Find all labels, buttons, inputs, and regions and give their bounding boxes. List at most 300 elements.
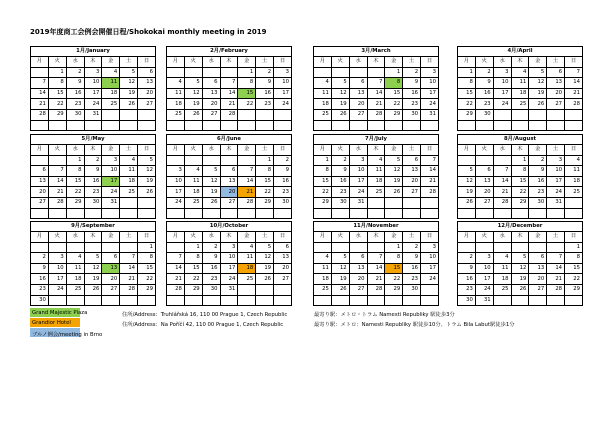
- empty-cell: [511, 120, 529, 131]
- day-cell: 26: [331, 284, 349, 295]
- weekday-header: 火: [331, 232, 349, 243]
- month-title: 12月/December: [458, 222, 583, 232]
- day-cell: 14: [421, 166, 439, 177]
- day-cell: 22: [458, 99, 476, 110]
- day-cell: 1: [565, 242, 583, 253]
- empty-cell: [120, 109, 138, 120]
- weekday-header: 金: [529, 57, 547, 68]
- day-cell: 27: [274, 274, 292, 285]
- day-cell: 13: [31, 176, 49, 187]
- month-calendar: [166, 134, 292, 219]
- day-cell: 4: [565, 155, 583, 166]
- empty-cell: [202, 208, 220, 219]
- day-cell: 30: [529, 197, 547, 208]
- day-cell: 1: [238, 67, 256, 78]
- day-cell: 21: [421, 176, 439, 187]
- day-cell: 18: [314, 99, 332, 110]
- day-cell: 20: [349, 274, 367, 285]
- weekday-header: 日: [138, 145, 156, 156]
- weekday-header: 土: [256, 232, 274, 243]
- day-cell: 4: [238, 242, 256, 253]
- empty-cell: [120, 208, 138, 219]
- day-cell: 28: [493, 197, 511, 208]
- empty-cell: [31, 67, 49, 78]
- weekday-header: 水: [493, 232, 511, 243]
- weekday-header: 木: [84, 232, 102, 243]
- month-calendar: [313, 46, 439, 131]
- day-cell: 1: [385, 67, 403, 78]
- day-cell: 19: [529, 88, 547, 99]
- month-calendar: [30, 134, 156, 219]
- day-cell: 10: [167, 176, 185, 187]
- empty-cell: [256, 109, 274, 120]
- day-cell: 17: [349, 176, 367, 187]
- day-cell: 21: [367, 99, 385, 110]
- day-cell: 26: [184, 109, 202, 120]
- day-cell: 25: [493, 284, 511, 295]
- empty-cell: [220, 155, 238, 166]
- empty-cell: [421, 197, 439, 208]
- day-cell: 12: [458, 176, 476, 187]
- empty-cell: [120, 197, 138, 208]
- weekday-header: 日: [138, 57, 156, 68]
- day-cell: 3: [167, 166, 185, 177]
- day-cell: 20: [138, 88, 156, 99]
- weekday-header: 金: [102, 232, 120, 243]
- day-cell: 2: [475, 67, 493, 78]
- day-cell: 7: [48, 166, 66, 177]
- empty-cell: [367, 295, 385, 306]
- day-cell: 6: [138, 67, 156, 78]
- day-cell: 8: [314, 166, 332, 177]
- day-cell: 25: [367, 187, 385, 198]
- day-cell: 1: [256, 155, 274, 166]
- day-cell: 8: [458, 78, 476, 89]
- day-cell: 16: [403, 88, 421, 99]
- day-cell: 1: [184, 242, 202, 253]
- legend-venue-access: 最寄り駅：メトロ：Namesti Republiky 駅徒歩10分、トラム Bila Labut駅徒歩1分: [314, 322, 515, 328]
- day-cell: 11: [565, 166, 583, 177]
- day-cell: 12: [256, 253, 274, 264]
- day-cell: 23: [256, 99, 274, 110]
- meeting-day-cell: 15: [385, 263, 403, 274]
- month-title: 7月/July: [314, 135, 439, 145]
- day-cell: 20: [274, 263, 292, 274]
- empty-cell: [167, 208, 185, 219]
- day-cell: 31: [102, 197, 120, 208]
- empty-cell: [220, 120, 238, 131]
- day-cell: 21: [167, 274, 185, 285]
- weekday-header: 水: [202, 145, 220, 156]
- day-cell: 16: [31, 274, 49, 285]
- day-cell: 27: [547, 99, 565, 110]
- day-cell: 15: [66, 176, 84, 187]
- weekday-header: 金: [238, 145, 256, 156]
- weekday-header: 火: [331, 145, 349, 156]
- day-cell: 31: [84, 109, 102, 120]
- day-cell: 22: [314, 187, 332, 198]
- empty-cell: [565, 120, 583, 131]
- day-cell: 22: [66, 187, 84, 198]
- weekday-header: 金: [385, 57, 403, 68]
- weekday-header: 日: [421, 145, 439, 156]
- day-cell: 1: [511, 155, 529, 166]
- empty-cell: [48, 155, 66, 166]
- day-cell: 29: [138, 284, 156, 295]
- day-cell: 9: [475, 78, 493, 89]
- empty-cell: [31, 155, 49, 166]
- day-cell: 23: [66, 99, 84, 110]
- empty-cell: [202, 295, 220, 306]
- month-calendar: [166, 221, 292, 306]
- day-cell: 20: [547, 88, 565, 99]
- empty-cell: [403, 197, 421, 208]
- day-cell: 7: [367, 78, 385, 89]
- day-cell: 30: [202, 284, 220, 295]
- day-cell: 7: [421, 155, 439, 166]
- empty-cell: [138, 295, 156, 306]
- empty-cell: [565, 208, 583, 219]
- day-cell: 26: [458, 197, 476, 208]
- day-cell: 6: [403, 155, 421, 166]
- weekday-header: 日: [274, 57, 292, 68]
- day-cell: 24: [547, 187, 565, 198]
- weekday-header: 金: [385, 232, 403, 243]
- month-calendar: [30, 46, 156, 131]
- day-cell: 10: [349, 166, 367, 177]
- day-cell: 22: [385, 274, 403, 285]
- day-cell: 2: [458, 253, 476, 264]
- day-cell: 7: [547, 253, 565, 264]
- empty-cell: [256, 284, 274, 295]
- weekday-header: 木: [367, 232, 385, 243]
- day-cell: 24: [84, 99, 102, 110]
- empty-cell: [120, 295, 138, 306]
- day-cell: 24: [167, 197, 185, 208]
- empty-cell: [565, 197, 583, 208]
- empty-cell: [102, 109, 120, 120]
- day-cell: 29: [385, 109, 403, 120]
- day-cell: 15: [48, 88, 66, 99]
- weekday-header: 日: [274, 232, 292, 243]
- day-cell: 14: [120, 263, 138, 274]
- empty-cell: [66, 120, 84, 131]
- day-cell: 23: [475, 99, 493, 110]
- day-cell: 9: [403, 253, 421, 264]
- day-cell: 30: [331, 197, 349, 208]
- empty-cell: [475, 120, 493, 131]
- day-cell: 20: [102, 274, 120, 285]
- empty-cell: [220, 295, 238, 306]
- empty-cell: [238, 120, 256, 131]
- day-cell: 4: [184, 166, 202, 177]
- day-cell: 9: [403, 78, 421, 89]
- day-cell: 31: [475, 295, 493, 306]
- month-calendar: [313, 221, 439, 306]
- weekday-header: 日: [274, 145, 292, 156]
- day-cell: 18: [367, 176, 385, 187]
- empty-cell: [238, 284, 256, 295]
- day-cell: 31: [421, 109, 439, 120]
- empty-cell: [475, 155, 493, 166]
- empty-cell: [421, 284, 439, 295]
- empty-cell: [547, 120, 565, 131]
- day-cell: 11: [493, 263, 511, 274]
- empty-cell: [547, 109, 565, 120]
- weekday-header: 水: [202, 232, 220, 243]
- day-cell: 22: [184, 274, 202, 285]
- day-cell: 8: [238, 78, 256, 89]
- empty-cell: [184, 208, 202, 219]
- empty-cell: [421, 120, 439, 131]
- weekday-header: 木: [367, 145, 385, 156]
- day-cell: 27: [220, 197, 238, 208]
- day-cell: 6: [475, 166, 493, 177]
- day-cell: 13: [349, 88, 367, 99]
- day-cell: 10: [102, 166, 120, 177]
- meeting-day-cell: 11: [102, 78, 120, 89]
- empty-cell: [529, 295, 547, 306]
- day-cell: 24: [274, 99, 292, 110]
- month-title: 3月/March: [314, 47, 439, 57]
- day-cell: 7: [220, 78, 238, 89]
- day-cell: 16: [256, 88, 274, 99]
- day-cell: 26: [385, 187, 403, 198]
- weekday-header: 土: [403, 145, 421, 156]
- day-cell: 27: [31, 197, 49, 208]
- day-cell: 23: [84, 187, 102, 198]
- day-cell: 14: [48, 176, 66, 187]
- day-cell: 15: [138, 263, 156, 274]
- day-cell: 2: [31, 253, 49, 264]
- month-title: 5月/May: [31, 135, 156, 145]
- day-cell: 6: [202, 78, 220, 89]
- weekday-header: 水: [66, 145, 84, 156]
- day-cell: 17: [84, 88, 102, 99]
- day-cell: 28: [547, 284, 565, 295]
- day-cell: 17: [274, 88, 292, 99]
- day-cell: 29: [565, 284, 583, 295]
- day-cell: 29: [314, 197, 332, 208]
- empty-cell: [421, 295, 439, 306]
- day-cell: 2: [84, 155, 102, 166]
- day-cell: 14: [220, 88, 238, 99]
- empty-cell: [167, 155, 185, 166]
- empty-cell: [138, 208, 156, 219]
- day-cell: 27: [529, 284, 547, 295]
- day-cell: 10: [475, 263, 493, 274]
- day-cell: 23: [202, 274, 220, 285]
- empty-cell: [167, 120, 185, 131]
- day-cell: 23: [274, 187, 292, 198]
- day-cell: 13: [349, 263, 367, 274]
- weekday-header: 水: [66, 232, 84, 243]
- weekday-header: 木: [511, 145, 529, 156]
- day-cell: 20: [403, 176, 421, 187]
- day-cell: 30: [84, 197, 102, 208]
- meeting-day-cell: 18: [238, 263, 256, 274]
- day-cell: 23: [458, 284, 476, 295]
- day-cell: 13: [202, 88, 220, 99]
- weekday-header: 火: [184, 232, 202, 243]
- month-calendar: [457, 221, 583, 306]
- day-cell: 14: [31, 88, 49, 99]
- day-cell: 29: [511, 197, 529, 208]
- day-cell: 30: [403, 109, 421, 120]
- day-cell: 22: [256, 187, 274, 198]
- day-cell: 20: [202, 99, 220, 110]
- empty-cell: [102, 208, 120, 219]
- day-cell: 30: [274, 197, 292, 208]
- day-cell: 5: [331, 78, 349, 89]
- legend-venue-access: 最寄り駅：メトロ・トラム Namesti Republiky 駅徒歩3分: [314, 312, 455, 318]
- day-cell: 9: [458, 263, 476, 274]
- day-cell: 10: [421, 78, 439, 89]
- empty-cell: [84, 120, 102, 131]
- empty-cell: [120, 242, 138, 253]
- day-cell: 16: [84, 176, 102, 187]
- empty-cell: [331, 242, 349, 253]
- empty-cell: [48, 242, 66, 253]
- empty-cell: [403, 295, 421, 306]
- day-cell: 16: [66, 88, 84, 99]
- day-cell: 1: [314, 155, 332, 166]
- day-cell: 29: [385, 284, 403, 295]
- weekday-header: 月: [314, 57, 332, 68]
- day-cell: 16: [458, 274, 476, 285]
- day-cell: 12: [202, 176, 220, 187]
- day-cell: 14: [167, 263, 185, 274]
- weekday-header: 木: [84, 145, 102, 156]
- empty-cell: [385, 120, 403, 131]
- day-cell: 6: [547, 67, 565, 78]
- day-cell: 12: [511, 263, 529, 274]
- day-cell: 21: [367, 274, 385, 285]
- month-title: 10月/October: [167, 222, 292, 232]
- empty-cell: [511, 109, 529, 120]
- weekday-header: 金: [529, 145, 547, 156]
- weekday-header: 月: [458, 57, 476, 68]
- day-cell: 12: [385, 166, 403, 177]
- weekday-header: 火: [475, 57, 493, 68]
- day-cell: 23: [529, 187, 547, 198]
- day-cell: 21: [220, 99, 238, 110]
- day-cell: 6: [102, 253, 120, 264]
- empty-cell: [367, 208, 385, 219]
- day-cell: 7: [167, 253, 185, 264]
- day-cell: 22: [511, 187, 529, 198]
- weekday-header: 月: [314, 145, 332, 156]
- day-cell: 29: [66, 197, 84, 208]
- month-calendar: [457, 46, 583, 131]
- day-cell: 24: [493, 99, 511, 110]
- day-cell: 28: [565, 99, 583, 110]
- weekday-header: 木: [220, 145, 238, 156]
- weekday-header: 日: [138, 232, 156, 243]
- day-cell: 11: [367, 166, 385, 177]
- day-cell: 19: [331, 274, 349, 285]
- empty-cell: [31, 242, 49, 253]
- day-cell: 18: [314, 274, 332, 285]
- month-title: 4月/April: [458, 47, 583, 57]
- day-cell: 11: [66, 263, 84, 274]
- weekday-header: 火: [331, 57, 349, 68]
- empty-cell: [220, 208, 238, 219]
- day-cell: 8: [66, 166, 84, 177]
- weekday-header: 木: [511, 57, 529, 68]
- day-cell: 13: [403, 166, 421, 177]
- weekday-header: 月: [31, 145, 49, 156]
- day-cell: 15: [565, 263, 583, 274]
- empty-cell: [256, 120, 274, 131]
- empty-cell: [547, 242, 565, 253]
- day-cell: 3: [220, 242, 238, 253]
- weekday-header: 水: [202, 57, 220, 68]
- day-cell: 17: [167, 187, 185, 198]
- empty-cell: [256, 208, 274, 219]
- day-cell: 1: [66, 155, 84, 166]
- empty-cell: [66, 208, 84, 219]
- day-cell: 17: [220, 263, 238, 274]
- day-cell: 4: [120, 155, 138, 166]
- day-cell: 5: [184, 78, 202, 89]
- day-cell: 13: [274, 253, 292, 264]
- day-cell: 11: [314, 263, 332, 274]
- weekday-header: 水: [493, 145, 511, 156]
- day-cell: 6: [220, 166, 238, 177]
- empty-cell: [529, 208, 547, 219]
- empty-cell: [349, 208, 367, 219]
- day-cell: 11: [167, 88, 185, 99]
- weekday-header: 月: [31, 232, 49, 243]
- day-cell: 23: [31, 284, 49, 295]
- day-cell: 8: [385, 253, 403, 264]
- day-cell: 31: [547, 197, 565, 208]
- day-cell: 18: [184, 187, 202, 198]
- empty-cell: [349, 242, 367, 253]
- month-calendar: [457, 134, 583, 219]
- empty-cell: [84, 295, 102, 306]
- empty-cell: [274, 295, 292, 306]
- day-cell: 20: [349, 99, 367, 110]
- day-cell: 20: [31, 187, 49, 198]
- weekday-header: 火: [48, 232, 66, 243]
- empty-cell: [256, 295, 274, 306]
- weekday-header: 水: [349, 145, 367, 156]
- weekday-header: 木: [511, 232, 529, 243]
- day-cell: 24: [421, 274, 439, 285]
- empty-cell: [184, 120, 202, 131]
- day-cell: 5: [331, 253, 349, 264]
- weekday-header: 金: [238, 57, 256, 68]
- page-title: 2019年度商工会例会開催日程/Shokokai monthly meeting in 2019: [30, 28, 267, 36]
- empty-cell: [367, 242, 385, 253]
- weekday-header: 土: [547, 232, 565, 243]
- day-cell: 14: [367, 88, 385, 99]
- meeting-day-cell: 20: [220, 187, 238, 198]
- day-cell: 9: [256, 78, 274, 89]
- day-cell: 14: [547, 263, 565, 274]
- day-cell: 4: [102, 67, 120, 78]
- day-cell: 16: [529, 176, 547, 187]
- weekday-header: 土: [120, 145, 138, 156]
- day-cell: 9: [202, 253, 220, 264]
- empty-cell: [238, 155, 256, 166]
- weekday-header: 火: [184, 57, 202, 68]
- day-cell: 13: [529, 263, 547, 274]
- empty-cell: [314, 67, 332, 78]
- day-cell: 22: [385, 99, 403, 110]
